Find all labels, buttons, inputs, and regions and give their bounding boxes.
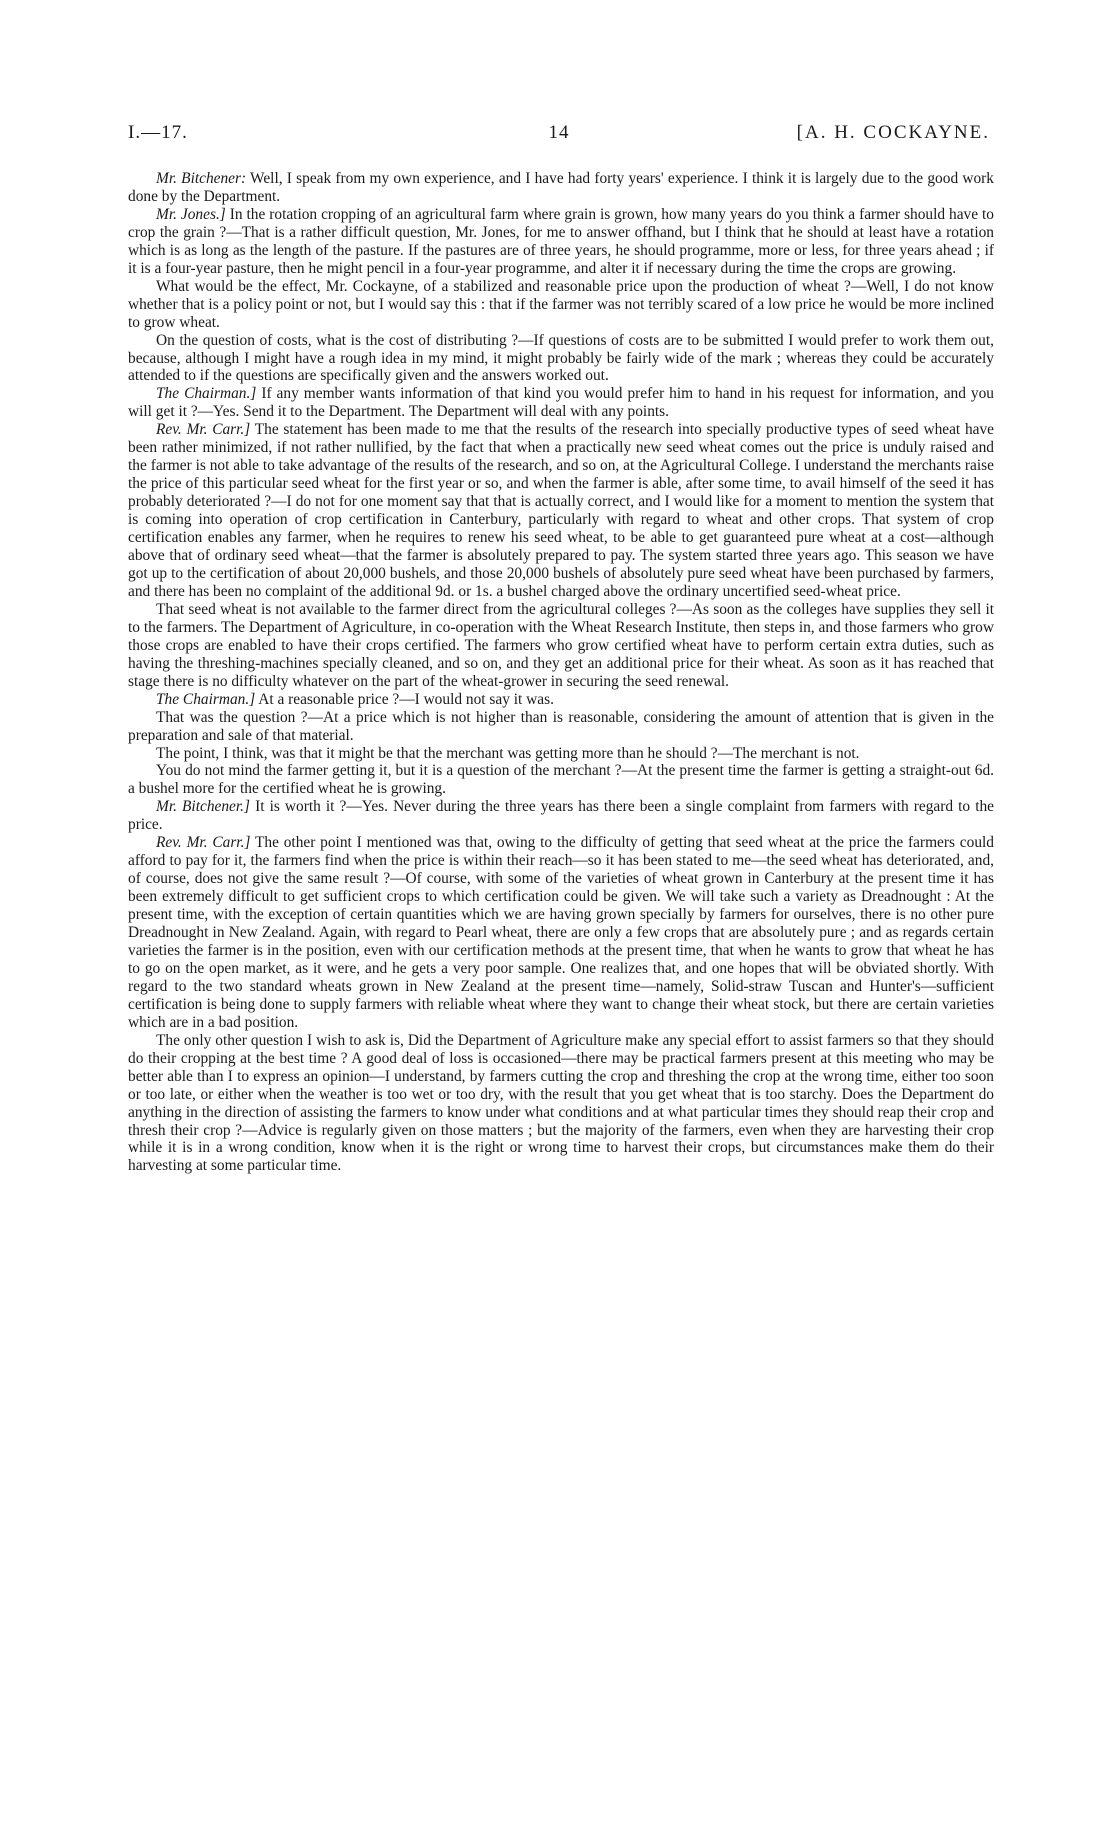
paragraph <box>128 278 994 332</box>
speaker-label: The Chairman.] <box>156 690 256 708</box>
paragraph-text: The only other question I wish to ask is, Did the Department of Agriculture make any special effort to assist farmers so that they should do their cropping at the best time ? A good deal of loss is occasioned—there may be practical farmers present at this meeting who may be better able than I to express an opinion—I understand, by farmers cutting the crop and threshing the crop at the wrong time, either too soon or too late, or either when the weather is too wet or too dry, with the result that you get wheat that is too starchy. Does the Department do anything in the direction of assisting the farmers to know under what conditions and at what particular times they should reap their crop and thresh their crop ?—Advice is regularly given on those matters ; but the majority of the farmers, even when they are harvesting their crop while it is in a wrong condition, know when it is the right or wrong time to harvest their crops, but circumstances make them do their harvesting at some particular time. <box>128 1031 994 1175</box>
page-header <box>128 122 990 154</box>
paragraph-text: The point, I think, was that it might be that the merchant was getting more than he should ?—The merchant is not. <box>156 744 860 762</box>
paragraph-text: In the rotation cropping of an agricultural farm where grain is grown, how many years do you think a farmer should have to crop the grain ?—That is a rather difficult question, Mr. Jones, for me to answer offhand, but I think that he should at least have a rotation which is as long as the length of the pasture. If the pastures are of three years, he should programme, more or less, for three years ahead ; if it is a four-year pasture, then he might pencil in a four-year programme, and alter it if necessary during the time the crops are growing. <box>128 205 994 277</box>
page-number: 14 <box>548 122 570 143</box>
paragraph <box>128 421 994 601</box>
paragraph <box>128 834 994 1031</box>
paragraph-text: If any member wants information of that kind you would prefer him to hand in his request for information, and you will get it ?—Yes. Send it to the Department. The Department will deal with any points. <box>128 385 995 421</box>
speaker-label: Mr. Bitchener.] <box>156 798 250 816</box>
document-reference: I.—17. <box>128 122 188 143</box>
paragraph-text: Well, I speak from my own experience, and I have had forty years' experience. I think it is largely due to the good work done by the Department. <box>128 170 994 205</box>
paragraph-text: It is worth it ?—Yes. Never during the three years has there been a single complaint from farmers with regard to the price. <box>128 798 994 834</box>
speaker-label: The Chairman.] <box>156 385 257 403</box>
paragraph-text: That seed wheat is not available to the farmer direct from the agricultural colleges ?—As soon as the colleges have supplies they sell it to the farmers. The Department of Agriculture, in co-operation with the Wheat Research Institute, then steps in, and those farmers who grow those crops are enabled to have their crops certified. The farmers who grow certified wheat have to perform certain extra duties, such as having the threshing-machines specially cleaned, and so on, and they get an additional price for their wheat. As soon as it has reached that stage there is no difficulty whatever on the part of the wheat-grower in securing the seed renewal. <box>128 600 994 690</box>
paragraph <box>128 601 994 691</box>
paragraph <box>128 206 994 278</box>
speaker-label: Mr. Bitchener: <box>156 170 247 187</box>
speaker-label: Mr. Jones.] <box>156 205 226 223</box>
paragraph <box>128 170 994 206</box>
paragraph-text: You do not mind the farmer getting it, but it is a question of the merchant ?—At the present time the farmer is getting a straight-out 6d. a bushel more for the certified wheat he is growing. <box>128 762 994 798</box>
witness-name: [A. H. COCKAYNE. <box>796 122 990 143</box>
document-body <box>128 170 994 1175</box>
paragraph-text: That was the question ?—At a price which is not higher than is reasonable, considering the amount of attention that is given in the preparation and sale of that material. <box>128 708 994 744</box>
paragraph <box>128 745 994 763</box>
speaker-label: Rev. Mr. Carr.] <box>156 421 251 439</box>
paragraph-text: The statement has been made to me that the results of the research into specially productive types of seed wheat have been rather minimized, if not rather nullified, by the fact that when a practically new seed wheat comes out the price is unduly raised and the farmer is not able to take advantage of the results of the research, and so on, at the Agricultural College. I understand the merchants raise the price of this particular seed wheat for the first year or so, and when the farmer is able, after some time, to avail himself of the seed it has probably deteriorated ?—I do not for one moment say that that is actually correct, and I would like for a moment to mention the system that is coming into operation of crop certification in Canterbury, particularly with regard to wheat and other crops. That system of crop certification enables any farmer, when he requires to renew his seed wheat, to be able to get guaranteed pure wheat at a cost—although above that of ordinary seed wheat—that the farmer is absolutely prepared to pay. The system started three years ago. This season we have got up to the certification of about 20,000 bushels, and those 20,000 bushels of absolutely pure seed wheat have been purchased by farmers, and there has been no complaint of the additional 9d. or 1s. a bushel charged above the ordinary uncertified seed-wheat price. <box>128 421 995 600</box>
paragraph-text: On the question of costs, what is the cost of distributing ?—If questions of costs are to be submitted I would prefer to work them out, because, although I might have a rough idea in my mind, it might probably be fairly wide of the mark ; whereas they could be accurately attended to if the questions are specifically given and the answers worked out. <box>128 331 994 385</box>
paragraph-text: At a reasonable price ?—I would not say it was. <box>255 690 554 708</box>
paragraph <box>128 691 994 709</box>
paragraph <box>128 798 994 834</box>
paragraph <box>128 385 994 421</box>
paragraph <box>128 709 994 745</box>
paragraph <box>128 1032 994 1176</box>
paragraph <box>128 332 994 386</box>
paragraph <box>128 762 994 798</box>
paragraph-text: The other point I mentioned was that, owing to the difficulty of getting that seed wheat at the price the farmers could afford to pay for it, the farmers find when the price is within their reach—so it has been stated to me—the seed wheat has deteriorated, and, of course, does not give the same result ?—Of course, with some of the varieties of wheat grown in Canterbury at the present time it has been extremely difficult to get sufficient crops to which certification could be given. We will take such a variety as Dreadnought : At the present time, with the exception of certain quantities which we are having grown specially by farmers for ourselves, there is no other pure Dreadnought in New Zealand. Again, with regard to Pearl wheat, there are only a few crops that are absolutely pure ; and as regards certain varieties the farmer is in the position, even with our certification methods at the present time, that when he wants to grow that wheat he has to go on the open market, as it were, and he gets a very poor sample. One realizes that, and one hopes that will be obviated shortly. With regard to the two standard wheats grown in New Zealand at the present time—namely, Solid-straw Tuscan and Hunter's—sufficient certification is being done to supply farmers with reliable wheat where they want to change their wheat stock, but there are certain varieties which are in a bad position. <box>128 834 994 1031</box>
speaker-label: Rev. Mr. Carr.] <box>156 834 251 852</box>
paragraph-text: What would be the effect, Mr. Cockayne, of a stabilized and reasonable price upon the production of wheat ?—Well, I do not know whether that is a policy point or not, but I would say this : that if the farmer was not terribly scared of a low price he would be more inclined to grow wheat. <box>128 277 994 331</box>
